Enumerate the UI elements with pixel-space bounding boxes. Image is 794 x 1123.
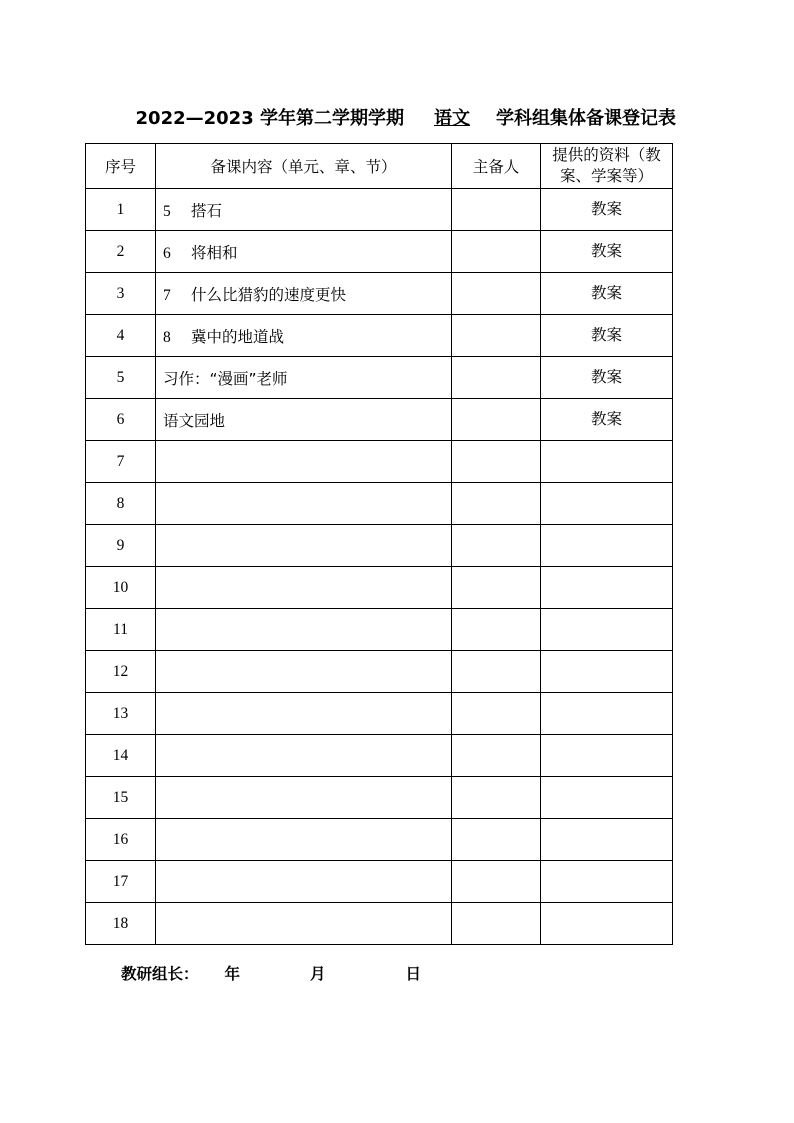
row-number: 11 [86, 609, 156, 651]
row-number: 12 [86, 651, 156, 693]
row-content[interactable] [156, 357, 452, 399]
row-materials[interactable] [541, 525, 673, 567]
table-row [86, 735, 673, 777]
table-row [86, 567, 673, 609]
row-lead-teacher[interactable] [452, 399, 541, 441]
row-content[interactable] [156, 567, 452, 609]
row-materials[interactable] [541, 777, 673, 819]
table-row [86, 861, 673, 903]
row-lead-teacher[interactable] [452, 693, 541, 735]
title-subject-blank [404, 108, 496, 129]
row-number: 3 [86, 273, 156, 315]
lesson-number: 5 [163, 202, 171, 220]
row-content[interactable] [156, 651, 452, 693]
header-lead: 主备人 [452, 144, 541, 189]
table-row [86, 441, 673, 483]
row-lead-teacher[interactable] [452, 231, 541, 273]
table-row [86, 693, 673, 735]
row-number: 14 [86, 735, 156, 777]
title-prefix: 2022—2023 学年第二学期学期 [135, 108, 404, 129]
table-row [86, 273, 673, 315]
table-row [86, 903, 673, 945]
lesson-number: 8 [163, 328, 171, 346]
table-row [86, 315, 673, 357]
row-lead-teacher[interactable] [452, 189, 541, 231]
row-content[interactable] [156, 693, 452, 735]
lesson-title: 语文园地 [163, 411, 226, 430]
row-lead-teacher[interactable] [452, 735, 541, 777]
row-lead-teacher[interactable] [452, 567, 541, 609]
row-content[interactable] [156, 441, 452, 483]
footer-year: 年 [224, 965, 241, 983]
table-row [86, 357, 673, 399]
row-number: 16 [86, 819, 156, 861]
lesson-title: 什么比猎豹的速度更快 [191, 285, 347, 304]
footer-month: 月 [310, 965, 326, 983]
header-materials: 提供的资料（教案、学案等） [541, 144, 673, 189]
footer-day: 日 [405, 965, 422, 983]
row-lead-teacher[interactable] [452, 861, 541, 903]
lesson-title: 搭石 [191, 201, 223, 220]
table-row [86, 231, 673, 273]
footer-signature-line [121, 962, 421, 984]
lesson-number: 7 [163, 286, 171, 304]
row-content[interactable] [156, 819, 452, 861]
table-row [86, 609, 673, 651]
row-materials[interactable] [541, 441, 673, 483]
header-no: 序号 [86, 144, 156, 189]
lesson-title: 习作：“漫画”老师 [163, 369, 288, 388]
row-number: 9 [86, 525, 156, 567]
row-materials[interactable] [541, 651, 673, 693]
row-lead-teacher[interactable] [452, 651, 541, 693]
row-content[interactable] [156, 483, 452, 525]
row-materials[interactable]: 教案 [541, 231, 673, 273]
table-row [86, 819, 673, 861]
row-number: 7 [86, 441, 156, 483]
table-row [86, 399, 673, 441]
row-number: 4 [86, 315, 156, 357]
row-lead-teacher[interactable] [452, 357, 541, 399]
lesson-title: 冀中的地道战 [191, 327, 285, 346]
row-materials[interactable] [541, 609, 673, 651]
row-number: 13 [86, 693, 156, 735]
row-number: 17 [86, 861, 156, 903]
title-subject: 语文 [434, 108, 470, 129]
row-content[interactable] [156, 273, 452, 315]
row-lead-teacher[interactable] [452, 609, 541, 651]
title-suffix: 学科组集体备课登记表 [496, 108, 676, 129]
row-content[interactable] [156, 231, 452, 273]
table-row [86, 483, 673, 525]
row-materials[interactable]: 教案 [541, 399, 673, 441]
row-number: 2 [86, 231, 156, 273]
row-number: 5 [86, 357, 156, 399]
row-materials[interactable] [541, 903, 673, 945]
row-lead-teacher[interactable] [452, 525, 541, 567]
row-number: 8 [86, 483, 156, 525]
row-lead-teacher[interactable] [452, 819, 541, 861]
row-lead-teacher[interactable] [452, 483, 541, 525]
row-number: 18 [86, 903, 156, 945]
lesson-title: 将相和 [191, 243, 238, 262]
row-number: 6 [86, 399, 156, 441]
row-content[interactable] [156, 399, 452, 441]
document-title [0, 104, 676, 130]
table-header-row [86, 144, 673, 189]
footer-label: 教研组长： [121, 965, 199, 983]
row-content[interactable] [156, 315, 452, 357]
row-lead-teacher[interactable] [452, 777, 541, 819]
row-number: 10 [86, 567, 156, 609]
row-materials[interactable] [541, 861, 673, 903]
row-content[interactable] [156, 861, 452, 903]
row-materials[interactable] [541, 483, 673, 525]
table-row [86, 651, 673, 693]
row-number: 15 [86, 777, 156, 819]
row-materials[interactable]: 教案 [541, 315, 673, 357]
row-lead-teacher[interactable] [452, 441, 541, 483]
header-content: 备课内容（单元、章、节） [156, 144, 452, 189]
registration-table [85, 143, 673, 945]
row-content[interactable] [156, 525, 452, 567]
table-row [86, 189, 673, 231]
row-number: 1 [86, 189, 156, 231]
row-content[interactable] [156, 735, 452, 777]
row-materials[interactable]: 教案 [541, 273, 673, 315]
row-content[interactable] [156, 189, 452, 231]
table-row [86, 525, 673, 567]
lesson-number: 6 [163, 244, 171, 262]
row-materials[interactable] [541, 735, 673, 777]
row-lead-teacher[interactable] [452, 273, 541, 315]
row-materials[interactable] [541, 693, 673, 735]
row-content[interactable] [156, 903, 452, 945]
row-materials[interactable] [541, 567, 673, 609]
row-materials[interactable]: 教案 [541, 357, 673, 399]
row-lead-teacher[interactable] [452, 315, 541, 357]
row-materials[interactable]: 教案 [541, 189, 673, 231]
row-content[interactable] [156, 609, 452, 651]
row-lead-teacher[interactable] [452, 903, 541, 945]
table-body [86, 189, 673, 945]
row-materials[interactable] [541, 819, 673, 861]
row-content[interactable] [156, 777, 452, 819]
table-row [86, 777, 673, 819]
